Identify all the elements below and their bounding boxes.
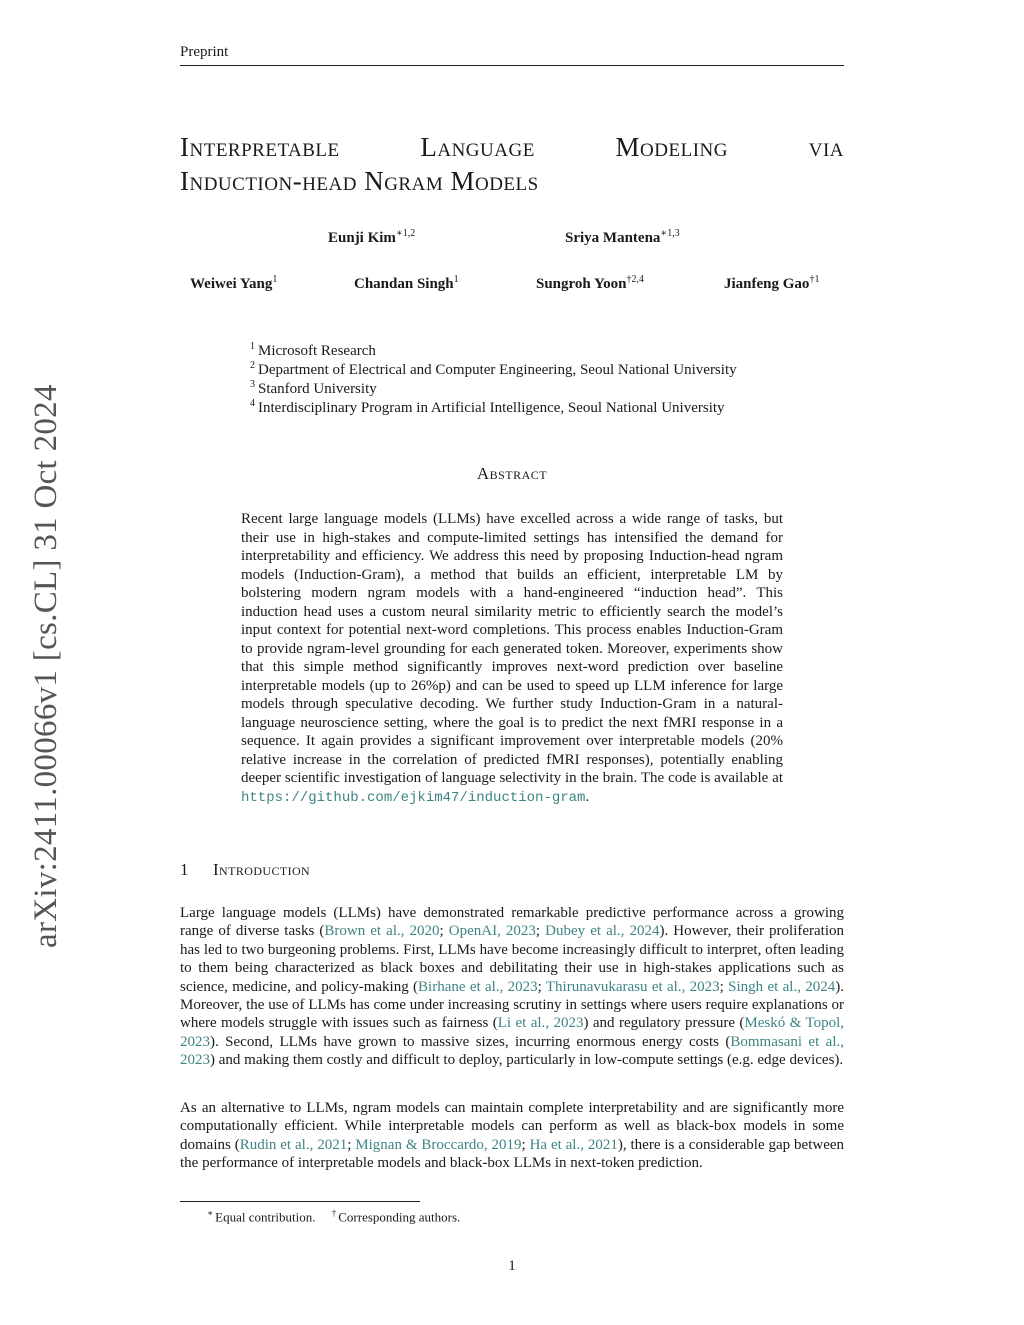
footnote-mark: ∗ bbox=[207, 1208, 214, 1218]
citation-birhane[interactable]: Birhane et al., 2023 bbox=[418, 978, 538, 995]
footnote bbox=[207, 1208, 460, 1225]
citation-dubey[interactable]: Dubey et al., 2024 bbox=[545, 923, 660, 940]
code-link[interactable]: https://github.com/ejkim47/induction-gram bbox=[241, 789, 586, 806]
author-marks: 1 bbox=[453, 274, 459, 285]
affiliation-text: Department of Electrical and Computer Engineering, Seoul National University bbox=[258, 362, 737, 378]
intro-paragraph-2: As an alternative to LLMs, ngram models can maintain complete interpretability and are significantly more computationally efficient. While interpretable models can perform as well as black-box models in some domains (Rudin et al., 2021; Mignan & Broccardo, 2019; Ha et al., 2021), there is a considerable gap between the performance of interpretable models and black-box LLMs in next-token prediction. bbox=[180, 1100, 845, 1172]
citation-mignan-broccardo[interactable]: Mignan & Broccardo, 2019 bbox=[355, 1136, 522, 1153]
affiliation-4 bbox=[250, 398, 725, 417]
running-head: Preprint bbox=[180, 44, 229, 60]
author-name: Sriya Mantena bbox=[565, 230, 661, 246]
section-number: 1 bbox=[180, 860, 189, 879]
section-title: Introduction bbox=[213, 860, 311, 879]
author-sungroh-yoon bbox=[536, 274, 644, 293]
author-marks: ∗1,3 bbox=[660, 228, 680, 239]
affiliation-number: 2 bbox=[250, 360, 255, 371]
author-marks: †1 bbox=[809, 274, 820, 285]
page-number: 1 bbox=[508, 1258, 516, 1274]
citation-brown[interactable]: Brown et al., 2020 bbox=[324, 923, 440, 940]
abstract-end: . bbox=[585, 788, 590, 805]
citation-thirunavukarasu[interactable]: Thirunavukarasu et al., 2023 bbox=[545, 978, 720, 995]
author-name: Eunji Kim bbox=[328, 230, 396, 246]
author-name: Sungroh Yoon bbox=[536, 276, 627, 292]
paper-title-line-2: Induction-head Ngram Models bbox=[180, 166, 539, 196]
footnote-rule bbox=[180, 1201, 420, 1202]
abstract-text: Recent large language models (LLMs) have excelled across a wide range of tasks, but their use in high-stakes and compute-limited settings has intensified the demand for interpretability and efficiency. We address this need by proposing Induction-head ngram models (Induction-Gram), a method that builds an efficient, interpretable LM by bolstering modern ngram models with a hand-engineered “induction head”. This induction head uses a custom neural similarity metric to efficiently search the model’s input context for potential next-word completions. This process enables Induction-Gram to provide ngram-level grounding for each generated token. Moreover, experiments show that this simple method significantly improves next-word prediction over baseline interpretable models (up to 26%p) and can be used to speed up LLM inference for large models through speculative decoding. We further study Induction-Gram in a natural-language neuroscience setting, where the goal is to predict the next fMRI response in a sequence. It again provides a significant improvement over interpretable models (20% relative increase in the correlation of predicted fMRI responses), potentially enabling deeper scientific investigation of language selectivity in the brain. The code is available at bbox=[241, 511, 783, 786]
abstract-body bbox=[241, 510, 783, 807]
affiliation-text: Interdisciplinary Program in Artificial Intelligence, Seoul National University bbox=[258, 400, 725, 416]
affiliation-text: Stanford University bbox=[258, 381, 377, 397]
affiliation-text: Microsoft Research bbox=[258, 343, 376, 359]
citation-li[interactable]: Li et al., 2023 bbox=[497, 1015, 584, 1032]
author-marks: ∗1,2 bbox=[395, 228, 416, 239]
citation-singh[interactable]: Singh et al., 2024 bbox=[728, 978, 836, 995]
author-chandan-singh bbox=[354, 274, 459, 293]
intro-paragraph-1: Large language models (LLMs) have demonstrated remarkable predictive performance across a growing range of diverse tasks (Brown et al., 2020; OpenAI, 2023; Dubey et al., 2024). However, their proliferation has led to two burgeoning problems. First, LLMs have become increasingly difficult to interpret, often leading to them being characterized as black boxes and debilitating their use in high-stakes applications such as science, medicine, and policy-making (Birhane et al., 2023; Thirunavukarasu et al., 2023; Singh et al., 2024). Moreover, the use of LLMs has come under increasing scrutiny in settings where users require explanations or where models struggle with issues such as fairness (Li et al., 2023) and regulatory pressure (Meskó & Topol, 2023). Second, LLMs have grown to massive sizes, incurring enormous energy costs (Bommasani et al., 2023) and making them costly and difficult to deploy, particularly in low-compute settings (e.g. edge devices). bbox=[180, 905, 845, 1069]
author-weiwei-yang bbox=[190, 274, 277, 293]
title-word: Interpretable bbox=[180, 132, 340, 162]
author-name: Chandan Singh bbox=[354, 276, 454, 292]
author-marks: 1 bbox=[272, 274, 278, 285]
author-name: Weiwei Yang bbox=[190, 276, 273, 292]
author-name: Jianfeng Gao bbox=[724, 276, 810, 292]
footnote-mark: † bbox=[331, 1208, 337, 1218]
citation-ha[interactable]: Ha et al., 2021 bbox=[529, 1136, 618, 1153]
affiliation-number: 3 bbox=[250, 379, 255, 390]
title-word: via bbox=[808, 132, 844, 162]
paper-title-line-1 bbox=[180, 132, 844, 163]
footnote-text: Corresponding authors. bbox=[338, 1209, 461, 1225]
footnote-text: Equal contribution. bbox=[215, 1209, 316, 1225]
citation-mesko-topol[interactable]: Meskó & Topol, 2023 bbox=[180, 1015, 845, 1050]
citation-openai[interactable]: OpenAI, 2023 bbox=[448, 923, 536, 940]
citation-rudin[interactable]: Rudin et al., 2021 bbox=[239, 1136, 348, 1153]
author-sriya-mantena bbox=[565, 228, 680, 247]
affiliation-1 bbox=[250, 341, 376, 360]
header-rule bbox=[180, 65, 844, 66]
citation-bommasani[interactable]: Bommasani et al., 2023 bbox=[180, 1033, 845, 1069]
author-marks: †2,4 bbox=[626, 274, 644, 285]
arxiv-identifier: arXiv:2411.00066v1 [cs.CL] 31 Oct 2024 bbox=[28, 384, 64, 948]
affiliation-3 bbox=[250, 379, 377, 398]
author-jianfeng-gao bbox=[724, 274, 819, 293]
title-word: Language bbox=[420, 132, 535, 162]
author-eunji-kim bbox=[328, 228, 415, 247]
title-word: Modeling bbox=[615, 132, 728, 162]
section-heading-introduction bbox=[180, 860, 310, 880]
affiliation-2 bbox=[250, 360, 737, 379]
abstract-heading: Abstract bbox=[476, 464, 548, 483]
affiliation-number: 4 bbox=[250, 398, 255, 409]
affiliation-number: 1 bbox=[250, 341, 255, 352]
